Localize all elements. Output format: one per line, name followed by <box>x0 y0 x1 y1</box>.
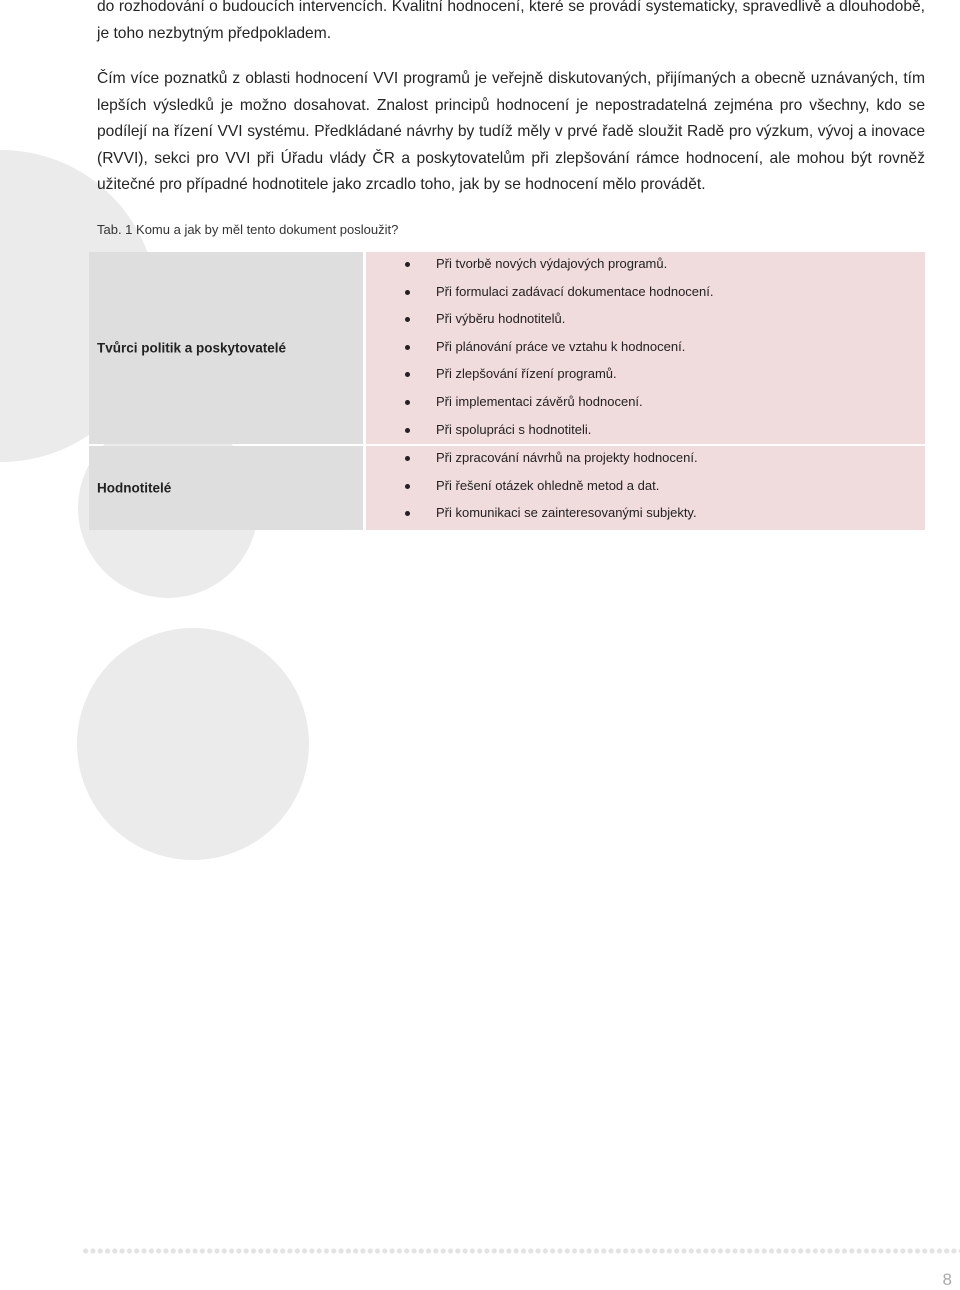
list-item-text: Při řešení otázek ohledně metod a dat. <box>436 477 660 493</box>
bullet-icon <box>405 372 410 377</box>
footer-dotted-line <box>82 1248 960 1254</box>
bullet-icon <box>405 290 410 295</box>
list-item <box>366 393 714 421</box>
list-item <box>366 310 714 338</box>
row-label-cell <box>89 252 363 444</box>
table-row <box>89 252 925 446</box>
row-items-cell <box>366 252 925 444</box>
decorative-circle <box>77 628 309 860</box>
bullet-icon <box>405 484 410 489</box>
list-item-text: Při komunikaci se zainteresovanými subjekty. <box>436 505 697 521</box>
list-item <box>366 283 714 311</box>
paragraph: Čím více poznatků z oblasti hodnocení VVI programů je veřejně diskutovaných, přijímaných a obecně uznávaných, tím lepších výsledků je možno dosahovat. Znalost principů hodnocení je nepostradatelná zejména pro všechny, kdo se podílejí na řízení VVI systému. Předkládané návrhy by tudíž měly v prvé řadě sloužit Radě pro výzkum, vývoj a inovace (RVVI), sekci pro VVI při Úřadu vlády ČR a poskytovatelům při zlepšování rámce hodnocení, ale mohou být rovněž užitečné pro případné hodnotitele jako zrcadlo toho, jak by se hodnocení mělo provádět. <box>97 70 925 193</box>
list-item-text: Při zlepšování řízení programů. <box>436 366 617 382</box>
bullet-icon <box>405 456 410 461</box>
bullet-icon <box>405 345 410 350</box>
bullet-icon <box>405 400 410 405</box>
list-item-text: Při formulaci zadávací dokumentace hodnocení. <box>436 283 714 299</box>
page-number: 8 <box>942 1270 952 1289</box>
list-item <box>366 504 698 532</box>
list-item <box>366 365 714 393</box>
list-item <box>366 421 714 449</box>
list-item <box>366 338 714 366</box>
list-item-text: Při tvorbě nových výdajových programů. <box>436 256 668 271</box>
bullet-icon <box>405 428 410 433</box>
row-items-cell <box>366 446 925 530</box>
row-label: Hodnotitelé <box>97 480 172 496</box>
list-item-text: Při zpracování návrhů na projekty hodnocení. <box>436 450 698 465</box>
list-item <box>366 255 714 283</box>
row-label-cell <box>89 446 363 530</box>
list-item-text: Při výběru hodnotitelů. <box>436 311 566 327</box>
list-item-text: Při implementaci závěrů hodnocení. <box>436 393 643 409</box>
bullet-icon <box>405 262 410 267</box>
list-item <box>366 477 698 505</box>
list-item-text: Při plánování práce ve vztahu k hodnocení. <box>436 338 686 354</box>
paragraph: do rozhodování o budoucích intervencích. Kvalitní hodnocení, které se provádí systematicky, spravedlivě a dlouhodobě, je toho nezbytným předpokladem. <box>97 0 925 42</box>
list-item-text: Při spolupráci s hodnotiteli. <box>436 421 592 437</box>
bullet-icon <box>405 317 410 322</box>
bullet-icon <box>405 511 410 516</box>
bullet-list <box>366 449 698 532</box>
row-label: Tvůrci politik a poskytovatelé <box>97 340 287 356</box>
list-item <box>366 449 698 477</box>
bullet-list <box>366 255 714 448</box>
table-row <box>89 446 925 530</box>
table-caption: Tab. 1 Komu a jak by měl tento dokument posloužit? <box>97 222 399 237</box>
